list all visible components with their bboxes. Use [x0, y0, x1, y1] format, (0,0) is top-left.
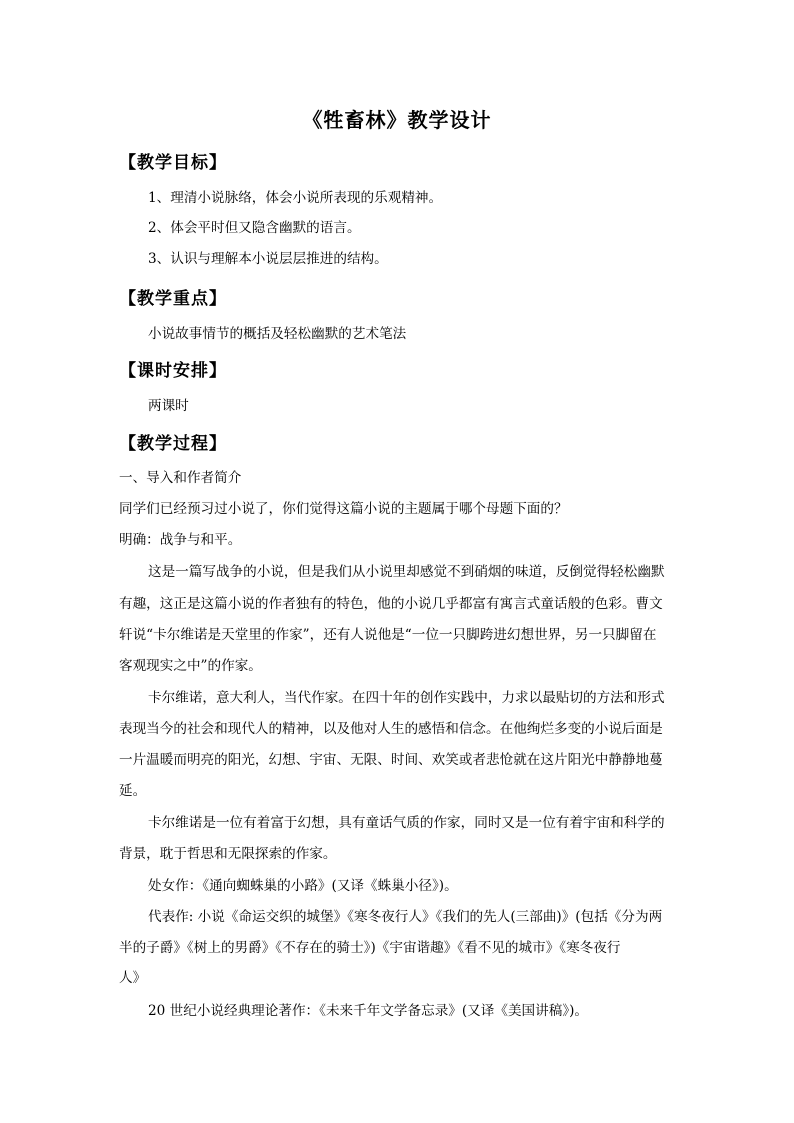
process-line: 卡尔维诺，意大利人，当代作家。在四十年的创作实践中，力求以最贴切的方法和形式: [148, 690, 665, 706]
schedule-text: 两课时: [148, 398, 189, 414]
objective-item-2: 2、体会平时但又隐含幽默的语言。: [148, 220, 361, 236]
process-line: 代表作: 小说《命运交织的城堡》《寒冬夜行人》《我们的先人(三部曲)》(包括《分为两: [148, 909, 663, 925]
heading-schedule: 【课时安排】: [119, 361, 227, 381]
process-line: 客观现实之中”的作家。: [119, 658, 262, 674]
heading-objectives: 【教学目标】: [119, 153, 227, 173]
process-line: 这是一篇写战争的小说，但是我们从小说里却感觉不到硝烟的味道，反倒觉得轻松幽默: [148, 564, 665, 580]
document-title: 《牲畜林》教学设计: [302, 108, 492, 132]
process-line: 20 世纪小说经典理论著作：《未来千年文学备忘录》(又译《美国讲稿》)。: [148, 1003, 589, 1019]
heading-process: 【教学过程】: [119, 434, 227, 454]
process-line: 一、导入和作者简介: [119, 470, 242, 486]
process-line: 表现当今的社会和现代人的精神，以及他对人生的感悟和信念。在他绚烂多变的小说后面是: [119, 721, 663, 737]
process-line: 明确：战争与和平。: [119, 532, 242, 548]
process-line: 同学们已经预习过小说了，你们觉得这篇小说的主题属于哪个母题下面的？: [119, 501, 568, 517]
process-line: 背景，耽于哲思和无限探索的作家。: [119, 846, 337, 862]
process-line: 卡尔维诺是一位有着富于幻想，具有童话气质的作家，同时又是一位有着宇宙和科学的: [148, 815, 665, 831]
process-line: 半的子爵》《树上的男爵》《不存在的骑士》)《宇宙谐趣》《看不见的城市》《寒冬夜行: [119, 940, 621, 956]
focus-text: 小说故事情节的概括及轻松幽默的艺术笔法: [148, 326, 407, 342]
process-line: 有趣，这正是这篇小说的作者独有的特色，他的小说几乎都富有寓言式童话般的色彩。曹文: [119, 596, 663, 612]
process-line: 处女作：《通向蜘蛛巢的小路》(又译《蛛巢小径》)。: [148, 878, 458, 894]
process-line: 轩说“卡尔维诺是天堂里的作家”，还有人说他是“一位一只脚跨进幻想世界，另一只脚留在: [119, 627, 657, 643]
process-line: 人》: [119, 970, 147, 986]
process-line: 一片温暖而明亮的阳光，幻想、宇宙、无限、时间、欢笑或者悲怆就在这片阳光中静静地蔓: [119, 752, 663, 768]
process-line: 延。: [119, 783, 147, 799]
objective-item-3: 3、认识与理解本小说层层推进的结构。: [148, 251, 388, 267]
heading-focus: 【教学重点】: [119, 289, 227, 309]
objective-item-1: 1、理清小说脉络，体会小说所表现的乐观精神。: [148, 190, 443, 206]
